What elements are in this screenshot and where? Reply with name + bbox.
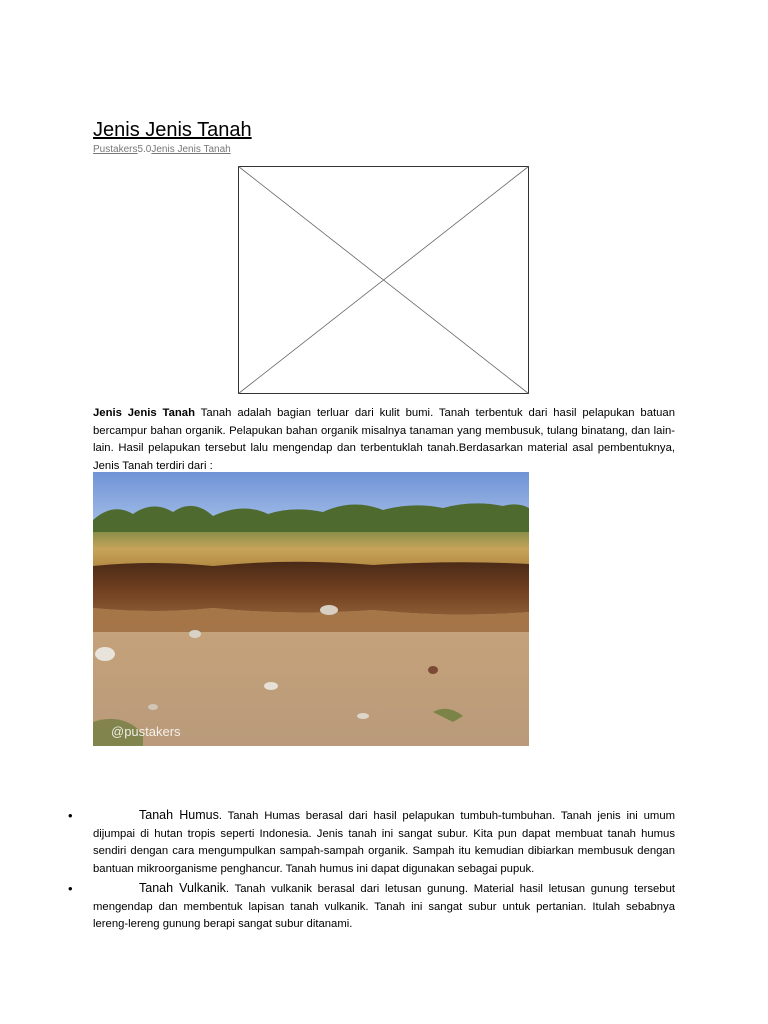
list-item-text: . Tanah Humas berasal dari hasil pelapukan tumbuh-tumbuhan. Tanah jenis ini umum dijumpai di hutan tropis seperti Indonesia. Jenis tanah ini sangat subur. Kita pun dapat membuat tanah humus sendiri dengan cara mengumpulkan sampah-sampah organik. Sampah itu kemudian dibiarkan membusuk dengan bantuan mikroorganisme penghancur. Tanah humus ini dapat digunakan sebagai pupuk.: [93, 810, 676, 875]
document-meta: [93, 144, 231, 155]
document-title[interactable]: Jenis Jenis Tanah: [93, 119, 252, 141]
author-link[interactable]: Pustakers: [93, 144, 138, 155]
category-link[interactable]: Jenis Jenis Tanah: [151, 144, 231, 155]
bullet-icon: •: [68, 808, 73, 823]
list-item: [68, 807, 676, 878]
broken-image-placeholder: [238, 166, 529, 394]
list-item-text: . Tanah vulkanik berasal dari letusan gunung. Material hasil letusan gunung tersebut mengendap dan membentuk lapisan tanah vulkanik. Tanah ini sangat subur untuk pertanian. Itulah sebabnya lereng-lereng gunung berapi sangat subur ditanami.: [93, 883, 675, 930]
intro-lead: Jenis Jenis Tanah: [93, 407, 195, 419]
list-item-term: Tanah Vulkanik: [139, 881, 226, 895]
photo-watermark: @pustakers: [111, 724, 181, 739]
rating-value: 5.0: [137, 144, 152, 155]
list-item-term: Tanah Humus: [139, 808, 219, 822]
bullet-icon: •: [68, 881, 73, 896]
soil-profile-photo: [93, 472, 529, 746]
list-item: [68, 880, 675, 934]
intro-text: Tanah adalah bagian terluar dari kulit bumi. Tanah terbentuk dari hasil pelapukan batuan bercampur bahan organik. Pelapukan bahan organik misalnya tanaman yang membusuk, tulang binatang, dan lain-lain. Hasil pelapukan tersebut lalu mengendap dan terbentuklah tanah.Berdasarkan material asal pembentuknya, Jenis Tanah terdiri dari :: [93, 407, 675, 472]
intro-paragraph: [93, 405, 675, 475]
soil-types-list: [68, 807, 676, 936]
